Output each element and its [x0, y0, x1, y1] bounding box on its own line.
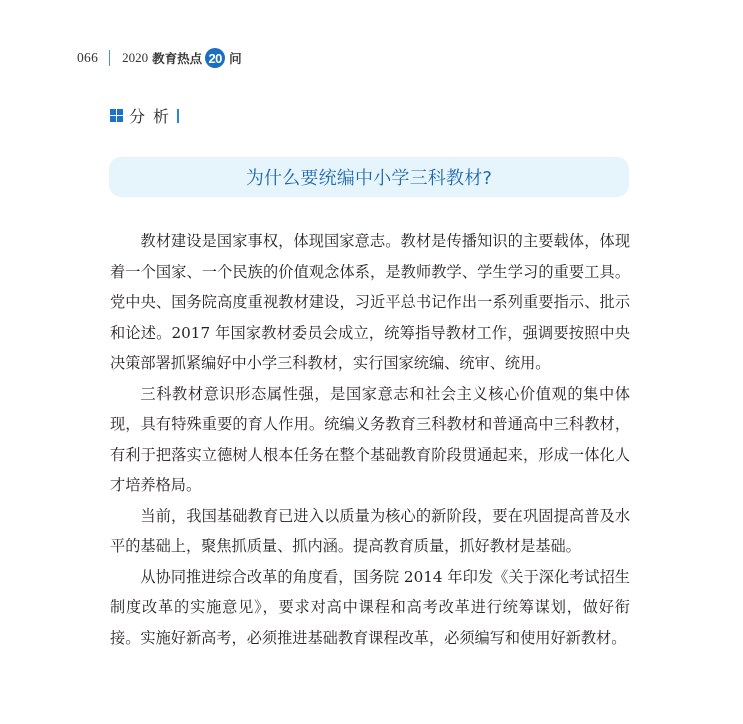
paragraph: 教材建设是国家事权，体现国家意志。教材是传播知识的主要载体，体现着一个国家、一个民族的价值观念体系，是教师教学、学生学习的重要工具。党中央、国务院高度重视教材建设，习近平总书记作出一系列重要指示、批示和论述。2017 年国家教材委员会成立，统筹指导教材工作，强调要按照中央决策部署抓紧编好中小学三科教材，实行国家统编、统审、统用。	[110, 232, 630, 372]
series-name: 教育热点	[152, 51, 203, 66]
series-year: 2020	[122, 50, 149, 65]
running-header	[77, 48, 242, 68]
article-body	[110, 226, 630, 653]
paragraph: 当前，我国基础教育已进入以质量为核心的新阶段，要在巩固提高普及水平的基础上，聚焦抓质量、抓内涵。提高教育质量，抓好教材是基础。	[110, 506, 630, 555]
section-label: 分析	[129, 107, 178, 126]
series-suffix: 问	[229, 51, 242, 66]
paragraph: 从协同推进综合改革的角度看，国务院 2014 年印发《关于深化考试招生制度改革的实施意见》，要求对高中课程和高考改革进行统筹谋划，做好衔接。实施好新高考，必须推进基础教育课程改革，必须编写和使用好新教材。	[110, 567, 630, 647]
page-number: 066	[77, 50, 99, 65]
section-bar-decoration	[177, 109, 179, 123]
paragraph: 三科教材意识形态属性强，是国家意志和社会主义核心价值观的集中体现，具有特殊重要的育人作用。统编义务教育三科教材和普通高中三科教材，有利于把落实立德树人根本任务在整个基础教育阶段贯通起来，形成一体化人才培养格局。	[110, 384, 630, 494]
question-title-banner	[109, 157, 629, 197]
header-divider	[109, 50, 110, 66]
grid-icon	[110, 109, 123, 122]
section-heading	[110, 104, 179, 127]
question-title: 为什么要统编中小学三科教材?	[245, 168, 493, 189]
number-badge: 20	[205, 48, 225, 68]
